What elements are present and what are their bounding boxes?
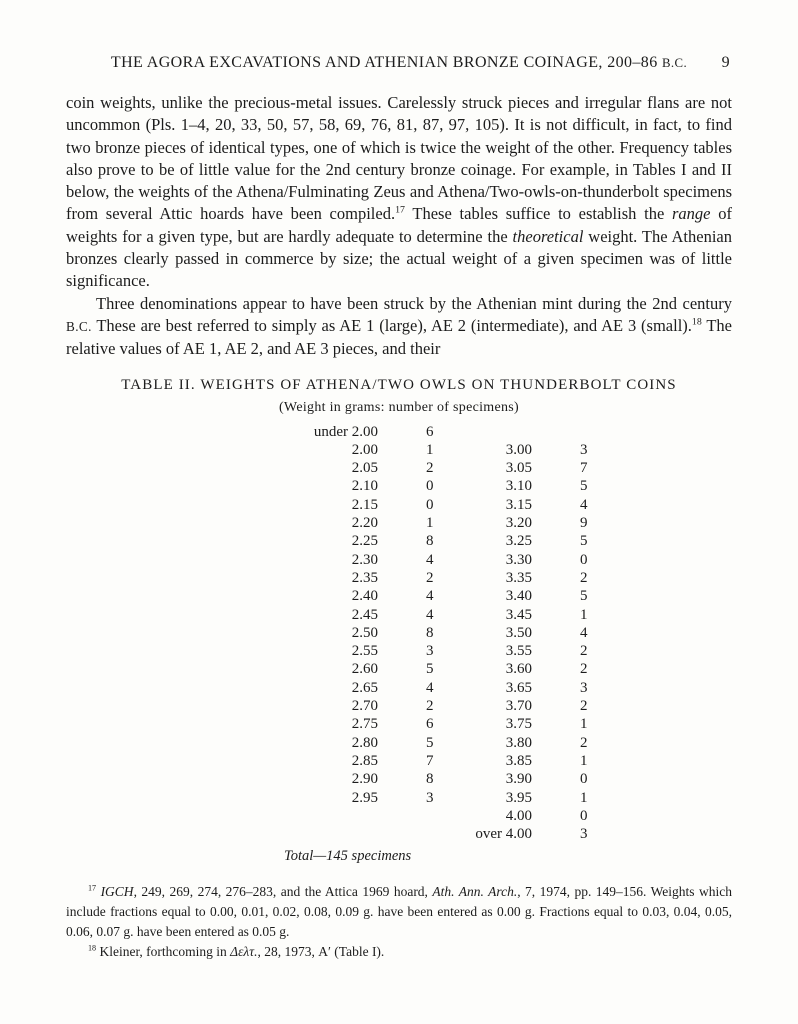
table-row [292,477,594,495]
table-row [292,624,594,642]
weight-cell [292,825,378,843]
count-cell: 4 [426,588,434,605]
table-row [292,569,594,587]
table-row [292,606,594,624]
weight-cell: 2.95 [351,789,378,806]
text-segment: Kleiner, forthcoming in [96,943,231,959]
count-cell: 2 [426,698,434,715]
weight-cell: 3.90 [505,771,532,788]
text-segment: Δελτ. [230,943,258,959]
count-cell: 8 [426,624,434,641]
table-row [292,496,594,514]
weight-cell: 2.30 [351,551,378,568]
weight-cell [440,423,532,441]
count-cell: 2 [580,698,588,715]
footnote [66,882,732,941]
text-segment: These tables suffice to establish the [404,204,673,224]
weight-cell: 2.75 [351,716,378,733]
weight-cell: 2.15 [351,496,378,513]
count-cell: 0 [580,807,588,824]
running-head-title [111,54,687,71]
weight-cell: 2.65 [351,679,378,696]
text-segment: theoretical [512,226,584,246]
text-segment: , 28, 1973, A′ (Table I). [257,943,385,959]
weight-cell: 3.25 [505,533,532,550]
weight-cell: 3.50 [505,624,532,641]
table-row [292,679,594,697]
table-row [292,642,594,660]
paragraph [66,92,732,293]
text-segment: THE AGORA EXCAVATIONS AND ATHENIAN BRONZE COINAGE, 200–86 [110,54,662,71]
text-segment: of weights for a given type, but are hardly adequate to determine the [66,204,732,246]
table-title: TABLE II. WEIGHTS OF ATHENA/TWO OWLS ON THUNDERBOLT COINS [121,376,677,393]
text-segment: range [672,204,711,224]
count-cell: 2 [580,569,588,586]
table-row [292,587,594,605]
text-segment: coin weights, unlike the precious-metal issues. Carelessly struck pieces and irregular flans are not uncommon (Pls. 1–4, 20, 33, 50, 57, 58, 69, 76, 81, 87, 97, 105). It is not difficult, in fact, to find two bronze pieces of identical types, one of which is twice the weight of the other. Frequency tables also prove to be of little value for the 2nd century bronze coinage. For example, in Tables I and II below, the weights of the Athena/Fulminating Zeus and Athena/Two-owls-on-thunderbolt specimens from several Attic hoards have been compiled. [66,93,732,224]
weight-cell: 2.80 [351,734,378,751]
count-cell: 7 [580,460,588,477]
table-row [292,770,594,788]
weight-cell: 3.45 [505,606,532,623]
text-segment: , 249, 269, 274, 276–283, and the Attica 1969 hoard, [133,884,433,900]
count-cell: 4 [426,551,434,568]
count-cell: 5 [580,588,588,605]
weight-cell: 2.70 [351,698,378,715]
footnote-marker: 17 [88,883,97,893]
weight-cell: 3.65 [505,679,532,696]
count-cell: 6 [426,423,434,440]
count-cell: 2 [580,643,588,660]
count-cell: 0 [580,771,588,788]
count-cell: 2 [580,734,588,751]
count-cell: 7 [426,752,434,769]
count-cell: 5 [580,478,588,495]
count-cell: 9 [580,515,588,532]
table-row [292,715,594,733]
weight-cell: over 4.00 [475,826,532,843]
count-cell: 3 [580,441,588,458]
weight-cell: 3.20 [505,515,532,532]
table-row [292,423,594,441]
text-segment: Ath. Ann. Arch. [432,884,518,900]
weight-cell: 2.05 [351,460,378,477]
weight-cell: 4.00 [505,807,532,824]
text-segment: B.C. [662,56,688,70]
weight-cell: 2.25 [351,533,378,550]
count-cell: 3 [580,679,588,696]
footnote-marker: 18 [691,316,702,328]
footnote-marker: 18 [88,943,97,953]
table-row [292,789,594,807]
count-cell: 6 [426,716,434,733]
text-segment: Three denominations appear to have been struck by the Athenian mint during the 2nd century [96,293,732,313]
table-row [292,825,594,843]
table-row [292,697,594,715]
text-segment: IGCH [100,884,134,900]
weight-cell: 2.45 [351,606,378,623]
table-row [292,660,594,678]
table-row [292,532,594,550]
count-cell: 8 [426,771,434,788]
weights-table-body [292,423,594,844]
count-cell: 4 [426,679,434,696]
count-cell: 5 [580,533,588,550]
table-row [292,734,594,752]
weight-cell: 3.80 [505,734,532,751]
text-segment: B.C. [66,318,92,334]
table-subtitle: (Weight in grams: number of specimens) [278,399,520,415]
count-cell: 2 [426,569,434,586]
count-cell: 4 [426,606,434,623]
weight-cell: 2.85 [351,752,378,769]
weight-cell: under 2.00 [313,423,378,440]
weight-cell: 2.35 [351,569,378,586]
weight-cell: 2.90 [351,771,378,788]
table-row [292,551,594,569]
footnote [66,942,732,962]
text-segment: These are best referred to simply as AE 1 (large), AE 2 (intermediate), and AE 3 (small). [91,315,692,335]
table-row [292,441,594,459]
count-cell: 1 [580,752,588,769]
text-block [66,54,732,962]
weight-cell: 3.75 [505,716,532,733]
count-cell: 1 [426,441,434,458]
text-segment: , 7, 1974, pp. 149–156. Weights which include fractions equal to 0.00, 0.01, 0.02, 0.08, 0.09 g. have been entered as 0.00 g. Fractions equal to 0.03, 0.04, 0.05, 0.06, 0.07 g. have been entered as 0.05 g. [66,884,733,939]
count-cell: 5 [426,661,434,678]
count-cell: 5 [426,734,434,751]
weight-cell: 3.70 [505,698,532,715]
weight-cell: 2.10 [351,478,378,495]
table-row [292,752,594,770]
count-cell: 0 [426,496,434,513]
count-cell: 3 [426,789,434,806]
weight-cell: 3.15 [505,496,532,513]
running-head [66,54,732,72]
table-row [292,807,594,825]
count-cell: 4 [580,624,588,641]
count-cell: 1 [580,606,588,623]
weight-cell: 3.30 [505,551,532,568]
weight-cell: 3.05 [505,460,532,477]
text-segment: weight. The Athenian bronzes clearly passed in commerce by size; the actual weight of a given specimen was of little significance. [66,226,732,291]
weight-cell: 3.40 [505,588,532,605]
weight-cell: 3.00 [505,441,532,458]
body-text [66,92,732,361]
count-cell: 4 [580,496,588,513]
table-total: Total—145 specimens [284,848,412,865]
paragraph [66,293,732,361]
count-cell: 0 [426,478,434,495]
table-row [292,459,594,477]
count-cell: 1 [580,716,588,733]
weight-cell: 2.60 [351,661,378,678]
count-cell: 2 [426,460,434,477]
footnote-marker: 17 [395,204,405,216]
weight-cell: 3.85 [505,752,532,769]
count-cell: 2 [580,661,588,678]
count-cell: 1 [580,789,588,806]
text-segment: The relative values of AE 1, AE 2, and AE 3 pieces, and their [66,315,733,359]
weight-cell: 3.10 [505,478,532,495]
weight-cell [292,807,378,825]
count-cell [378,825,440,843]
weight-cell: 3.60 [505,661,532,678]
table-row [292,514,594,532]
table-block [66,377,732,866]
weight-cell: 2.50 [351,624,378,641]
weight-cell: 3.55 [505,643,532,660]
count-cell: 3 [426,643,434,660]
page-number: 9 [721,54,730,71]
count-cell [532,423,594,441]
footnotes [66,882,732,961]
weight-cell: 2.20 [351,515,378,532]
weight-cell: 3.35 [505,569,532,586]
count-cell: 1 [426,515,434,532]
weight-cell: 3.95 [505,789,532,806]
count-cell: 3 [580,826,588,843]
weight-cell: 2.55 [351,643,378,660]
weight-cell: 2.00 [351,441,378,458]
count-cell: 0 [580,551,588,568]
count-cell: 8 [426,533,434,550]
count-cell [378,807,440,825]
weight-cell: 2.40 [351,588,378,605]
